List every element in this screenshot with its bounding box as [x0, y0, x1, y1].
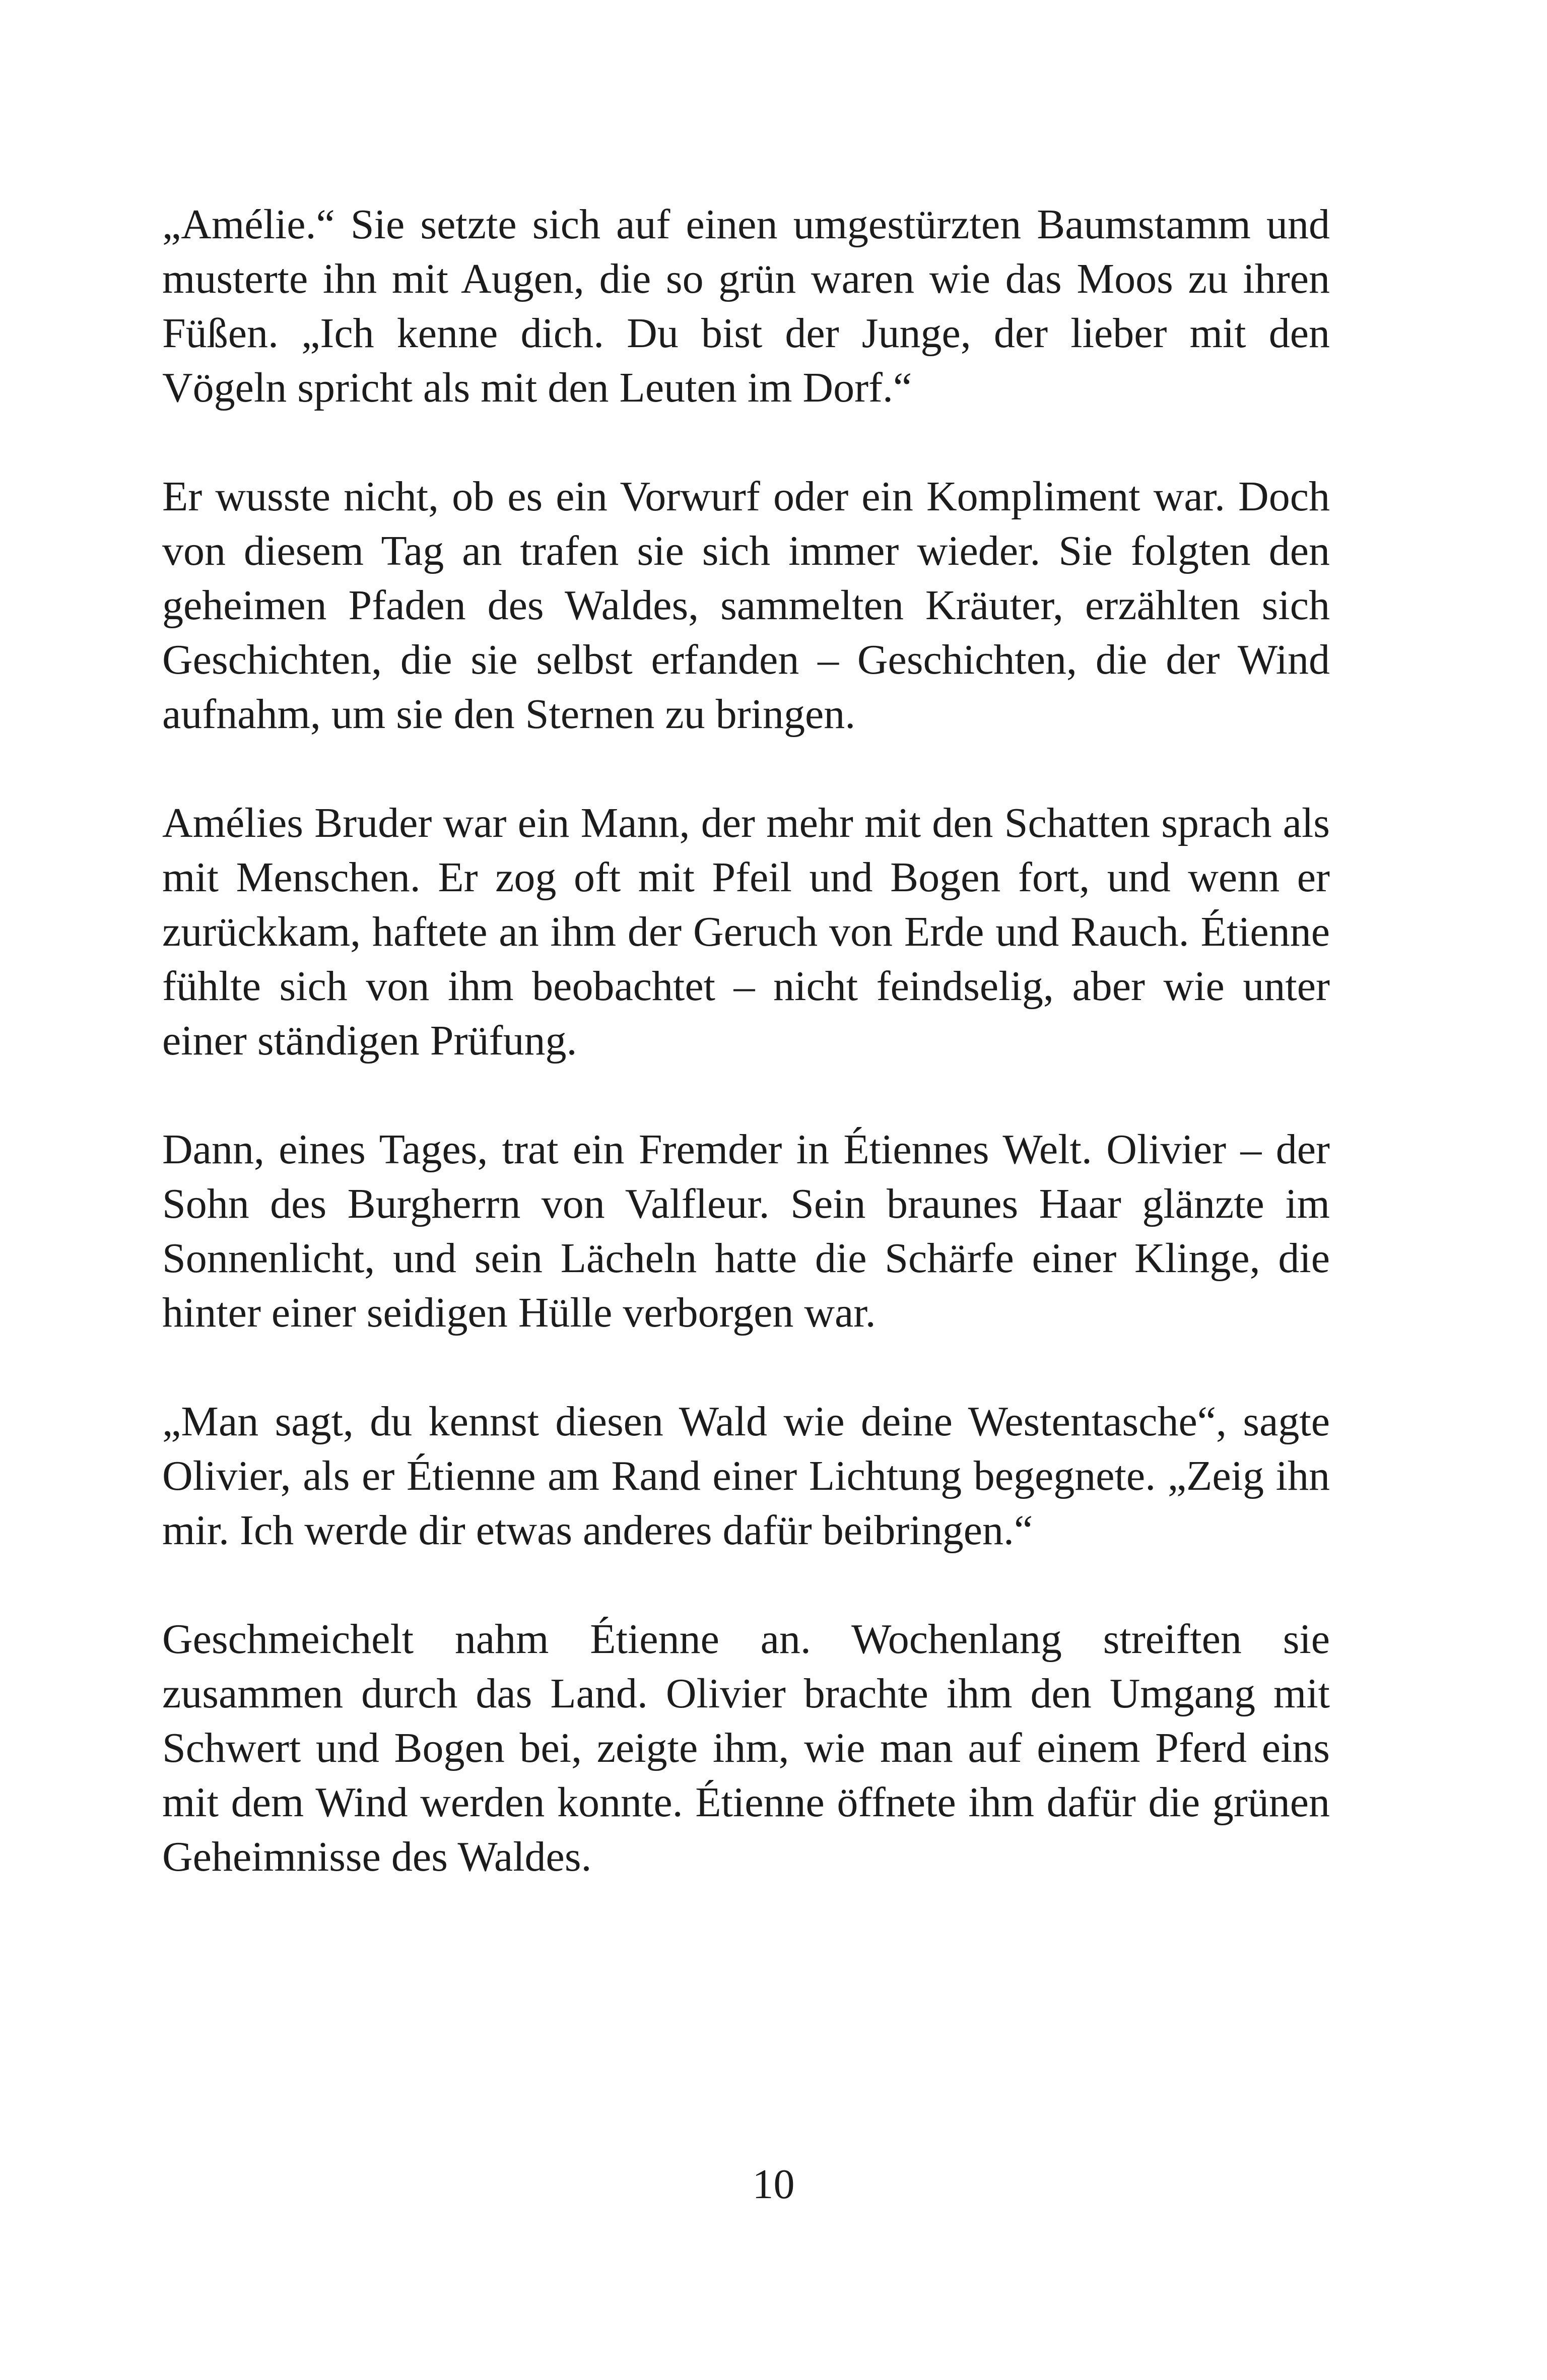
paragraph-1: „Amélie.“ Sie setzte sich auf einen umgestürzten Baumstamm und musterte ihn mit Augen, die so grün waren wie das Moos zu ihren Füßen. „Ich kenne dich. Du bist der Junge, der lieber mit den Vögeln spricht als mit den Leuten im Dorf.“ [162, 201, 1330, 411]
paragraph-2: Er wusste nicht, ob es ein Vorwurf oder ein Kompliment war. Doch von diesem Tag an trafen sie sich immer wieder. Sie folgten den geheimen Pfaden des Waldes, sammelten Kräuter, erzählten sich Geschichten, die sie selbst erfanden – Geschichten, die der Wind aufnahm, um sie den Sternen zu bringen. [162, 473, 1330, 738]
body-text [162, 197, 1330, 1939]
paragraph-4: Dann, eines Tages, trat ein Fremder in Étiennes Welt. Olivier – der Sohn des Burgherrn von Valfleur. Sein braunes Haar glänzte im Sonnenlicht, und sein Lächeln hatte die Schärfe einer Klinge, die hinter einer seidigen Hülle verborgen war. [162, 1126, 1330, 1336]
paragraph-6: Geschmeichelt nahm Étienne an. Wochenlang streiften sie zusammen durch das Land. Olivier brachte ihm den Umgang mit Schwert und Bogen bei, zeigte ihm, wie man auf einem Pferd eins mit dem Wind werden konnte. Étienne öffnete ihm dafür die grünen Geheimnisse des Waldes. [162, 1616, 1330, 1880]
paragraph-3: Amélies Bruder war ein Mann, der mehr mit den Schatten sprach als mit Menschen. Er zog oft mit Pfeil und Bogen fort, und wenn er zurückkam, haftete an ihm der Geruch von Erde und Rauch. Étienne fühlte sich von ihm beobachtet – nicht feindselig, aber wie unter einer ständigen Prüfung. [162, 800, 1330, 1064]
page-number: 10 [752, 2161, 795, 2208]
paragraph-5: „Man sagt, du kennst diesen Wald wie deine Westentasche“, sagte Olivier, als er Étienne am Rand einer Lichtung begegnete. „Zeig ihn mir. Ich werde dir etwas anderes dafür beibringen.“ [162, 1398, 1330, 1554]
